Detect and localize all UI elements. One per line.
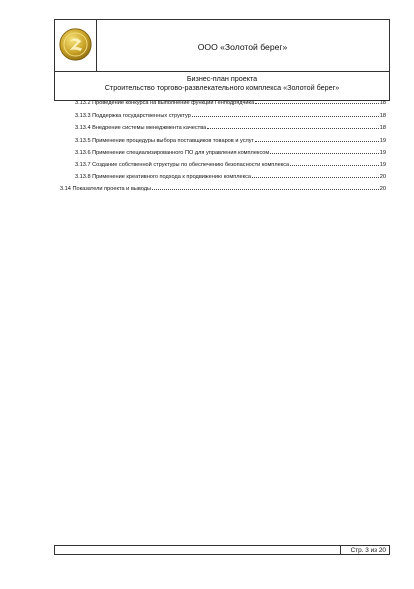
toc-entry-page: 20	[379, 174, 386, 180]
toc-entry-page: 19	[379, 138, 386, 144]
toc-entry[interactable]	[75, 148, 386, 157]
toc-entry[interactable]	[75, 136, 386, 145]
toc-entry-title: 3.13.2 Проведение конкурса на выполнение функций Генподрядчика	[75, 100, 255, 106]
toc-entry-title: 3.13.5 Применение процедуры выбора поставщиков товаров и услуг	[75, 138, 254, 144]
project-title: Строительство торгово-развлекательного комплекса «Золотой берег»	[104, 83, 340, 92]
company-name: ООО «Золотой берег»	[197, 42, 288, 52]
toc-entry[interactable]	[75, 160, 386, 169]
toc-entry-title: 3.13.8 Применение креативного подхода к продвижению комплекса	[75, 174, 252, 180]
toc-entry[interactable]	[75, 98, 386, 107]
page-number: Стр. 3 из 20	[350, 546, 386, 554]
toc-entry-page: 19	[379, 162, 386, 168]
toc-leader-dots	[252, 172, 379, 178]
toc-entry-page: 18	[379, 100, 386, 106]
toc-leader-dots	[255, 98, 379, 104]
footer-divider	[340, 546, 341, 554]
toc-entry-page: 19	[379, 150, 386, 156]
toc-entry[interactable]	[60, 184, 386, 193]
toc-entry[interactable]	[75, 123, 386, 132]
toc-leader-dots	[192, 111, 379, 117]
toc-entry-page: 20	[379, 186, 386, 192]
toc-entry-page: 18	[379, 113, 386, 119]
toc-entry-title: 3.14 Показатели проекта и выводы	[60, 186, 151, 192]
toc-leader-dots	[270, 148, 379, 154]
toc-entry[interactable]	[75, 111, 386, 120]
toc-entry-page: 18	[379, 125, 386, 131]
toc-entry[interactable]	[75, 172, 386, 181]
toc-entry-title: 3.13.7 Создание собственной структуры по обеспечению безопасности комплекса	[75, 162, 290, 168]
toc-leader-dots	[152, 184, 379, 190]
toc-entry-title: 3.13.6 Применение специализированного ПО для управления комплексом	[75, 150, 270, 156]
toc-leader-dots	[255, 136, 379, 142]
toc-entry-title: 3.13.4 Внедрение системы менеджмента качества	[75, 125, 207, 131]
document-type: Бизнес-план проекта	[186, 74, 258, 83]
toc-leader-dots	[290, 160, 379, 166]
toc-leader-dots	[207, 123, 379, 129]
toc-entry-title: 3.13.3 Поддержка государственных структур	[75, 113, 191, 119]
page-footer	[54, 545, 390, 555]
